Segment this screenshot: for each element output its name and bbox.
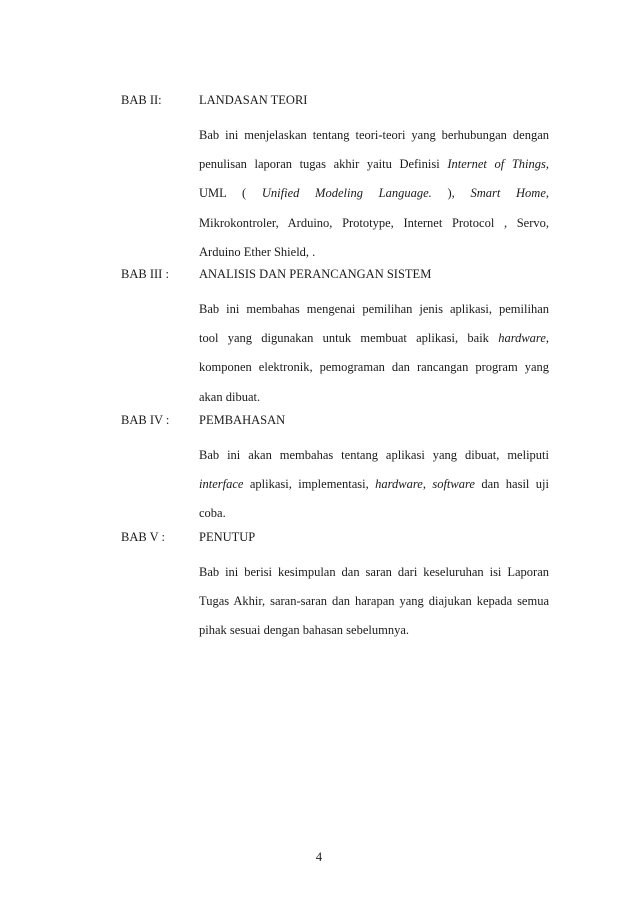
text-run: , [422,477,433,492]
chapter-description [199,441,549,529]
text-line [199,209,549,238]
text-run: komponen elektronik, pemograman dan rancangan program yang [199,360,549,375]
text-run: tool yang digunakan untuk membuat aplikasi, baik [199,331,499,346]
chapter-description [199,121,549,267]
italic-term: interface [199,477,244,492]
text-run: aplikasi, implementasi, [243,477,376,492]
chapter-label: BAB V : [121,530,166,544]
text-line [199,353,549,382]
text-run: pihak sesuai dengan bahasan sebelumnya. [199,623,410,638]
italic-term: hardware [498,331,546,346]
text-run: Tugas Akhir, saran-saran dan harapan yang diajukan kepada semua [199,594,549,609]
italic-term: hardware [375,477,423,492]
chapter-label: BAB II: [121,93,162,107]
text-run: penulisan laporan tugas akhir yaitu Definisi [199,157,448,172]
chapter-description [199,558,549,646]
text-run: , [545,186,549,201]
text-line [199,587,549,616]
text-line [199,121,549,150]
text-run: Mikrokontroler, Arduino, Prototype, Internet Protocol , Servo, [199,215,549,230]
text-run: Bab ini membahas mengenai pemilihan jenis aplikasi, pemilihan [199,302,549,316]
text-run: , [545,331,549,346]
text-run: coba. [199,506,226,521]
chapter-title: PENUTUP [199,530,256,544]
chapter-description [199,295,549,412]
text-run: Bab ini berisi kesimpulan dan saran dari keseluruhan isi Laporan [199,565,549,579]
text-run: Bab ini akan membahas tentang aplikasi yang dibuat, meliputi [199,448,549,462]
italic-term: Unified Modeling Language. [261,186,432,201]
text-line [199,324,549,353]
text-line [199,383,549,412]
text-run: UML ( [199,186,262,201]
text-line [199,238,549,267]
text-run: ), [431,186,471,201]
text-line [199,179,549,208]
text-run: akan dibuat. [199,389,261,404]
italic-term: Internet of Things, [447,157,549,172]
text-line [199,499,549,528]
text-line [199,150,549,179]
italic-term: software [432,477,475,492]
page-number: 4 [315,850,323,864]
italic-term: Smart Home [470,186,546,201]
text-line [199,558,549,587]
chapter-title: ANALISIS DAN PERANCANGAN SISTEM [199,267,432,281]
chapter-title: LANDASAN TEORI [199,93,308,107]
text-line [199,441,549,470]
chapter-label: BAB III : [121,267,169,281]
text-run: dan hasil uji [474,477,549,492]
chapter-title: PEMBAHASAN [199,413,286,427]
chapter-label: BAB IV : [121,413,170,427]
text-line [199,616,549,645]
text-line [199,295,549,324]
text-run: Arduino Ether Shield, . [199,244,316,259]
text-run: Bab ini menjelaskan tentang teori-teori yang berhubungan dengan [199,128,549,142]
text-line [199,470,549,499]
